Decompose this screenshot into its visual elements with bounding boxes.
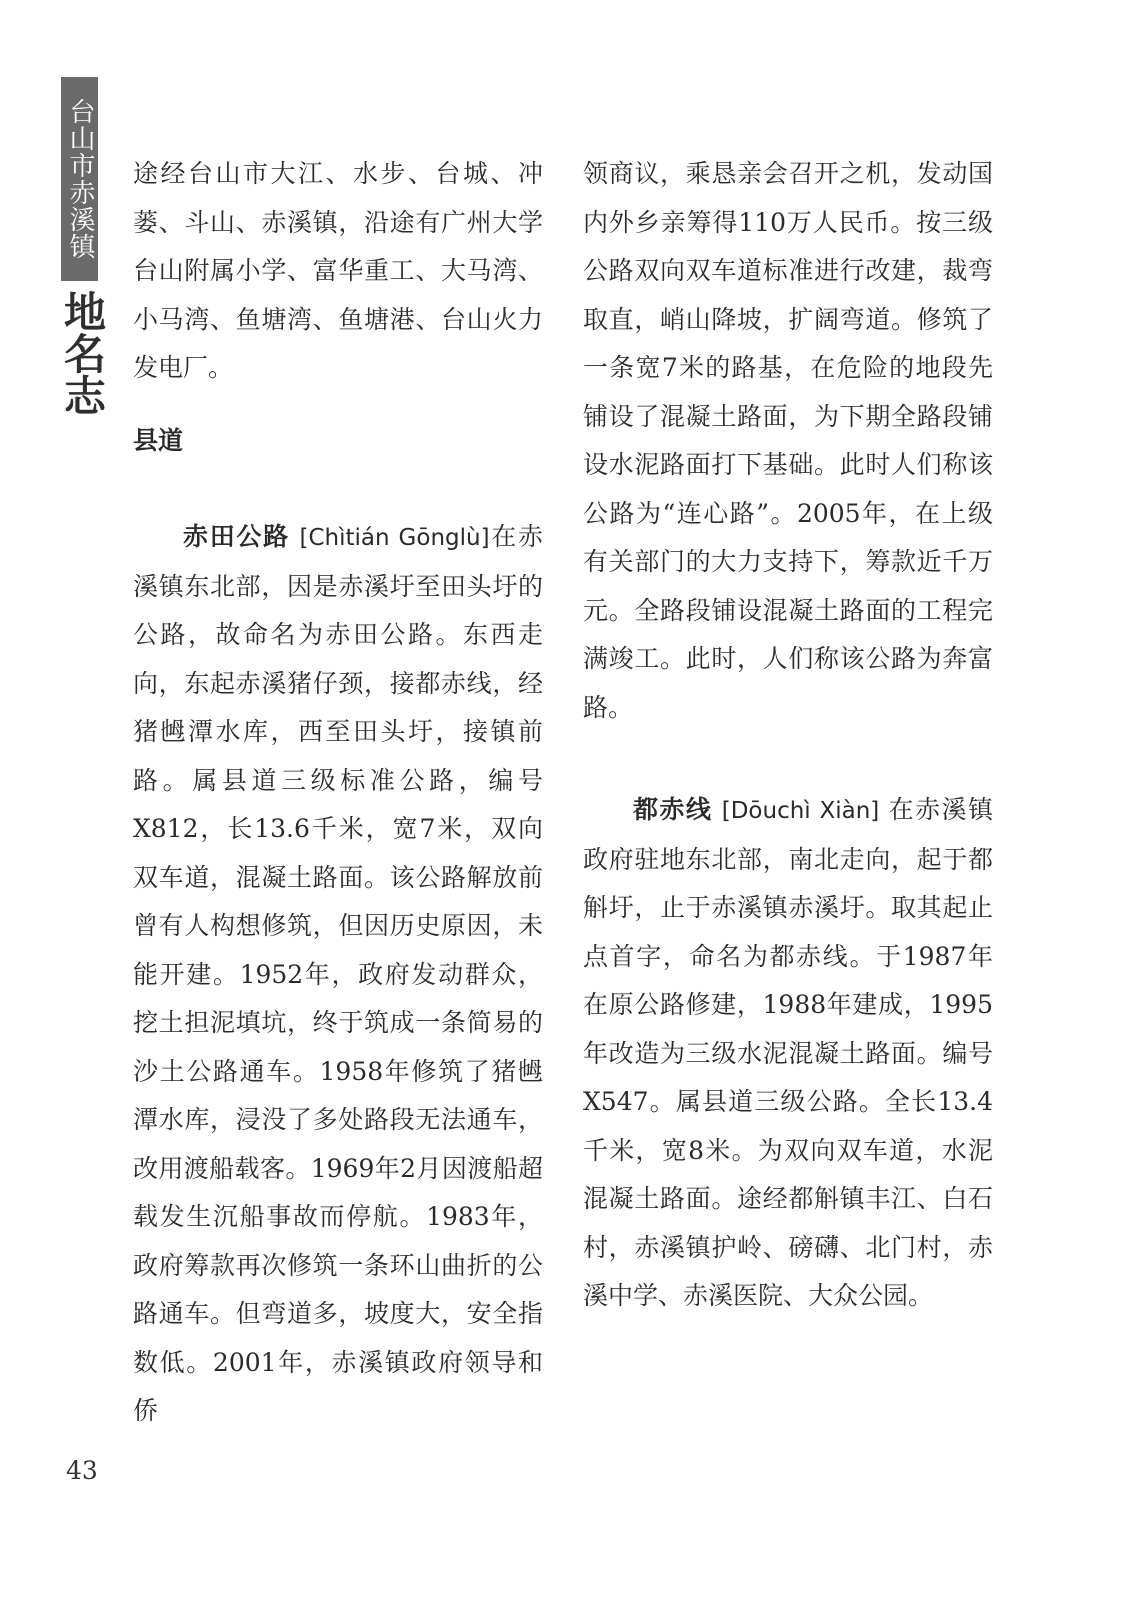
entry-term: 都赤线 — [633, 795, 713, 824]
entry-chitian-road — [133, 513, 543, 1436]
section-tab: 台山市赤溪镇 — [61, 77, 98, 281]
entry-body: 在赤溪镇政府驻地东北部，南北走向，起于都斛圩，止于赤溪镇赤溪圩。取其起止点首字，命名为都赤线。于1987年在原公路修建，1988年建成，1995年改造为三级水泥混凝土路面。编号X547。属县道三级公路。全长13.4千米，宽8米。为双向双车道，水泥混凝土路面。途经都斛镇丰江、白石村，赤溪镇护岭、磅礴、北门村，赤溪中学、赤溪医院、大众公园。 — [583, 795, 993, 1310]
entry-term: 赤田公路 — [183, 522, 290, 551]
entry-body: 在赤溪镇东北部，因是赤溪圩至田头圩的公路，故命名为赤田公路。东西走向，东起赤溪猪仔颈，接都赤线，经猪乸潭水库，西至田头圩，接镇前路。属县道三级标准公路，编号X812，长13.6千米，宽7米，双向双车道，混凝土路面。该公路解放前曾有人构想修筑，但因历史原因，未能开建。1952年，政府发动群众，挖土担泥填坑，终于筑成一条简易的沙土公路通车。1958年修筑了猪乸潭水库，浸没了多处路段无法通车，改用渡船载客。1969年2月因渡船超载发生沉船事故而停航。1983年，政府筹款再次修筑一条环山曲折的公路通车。但弯道多，坡度大，安全指数低。2001年，赤溪镇政府领导和侨 — [133, 522, 543, 1425]
page-number: 43 — [66, 1456, 98, 1485]
entry-douchi-line — [583, 786, 993, 1321]
continuation-paragraph: 领商议，乘恳亲会召开之机，发动国内外乡亲筹得110万人民币。按三级公路双向双车道标准进行改建，裁弯取直，峭山降坡，扩阔弯道。修筑了一条宽7米的路基，在危险的地段先铺设了混凝土路面，为下期全路段铺设水泥路面打下基础。此时人们称该公路为“连心路”。2005年，在上级有关部门的大力支持下，筹款近千万元。全路段铺设混凝土路面的工程完满竣工。此时，人们称该公路为奔富路。 — [583, 159, 993, 722]
right-column — [583, 150, 993, 1321]
book-title: 地名志 — [58, 290, 107, 416]
section-heading: 县道 — [133, 425, 184, 455]
entry-pinyin: [Chìtián Gōnglù] — [299, 525, 490, 551]
entry-pinyin: [Dōuchì Xiàn] — [721, 798, 880, 824]
left-column — [133, 150, 543, 1436]
intro-paragraph: 途经台山市大江、水步、台城、冲蒌、斗山、赤溪镇，沿途有广州大学台山附属小学、富华重工、大马湾、小马湾、鱼塘湾、鱼塘港、台山火力发电厂。 — [133, 159, 543, 382]
